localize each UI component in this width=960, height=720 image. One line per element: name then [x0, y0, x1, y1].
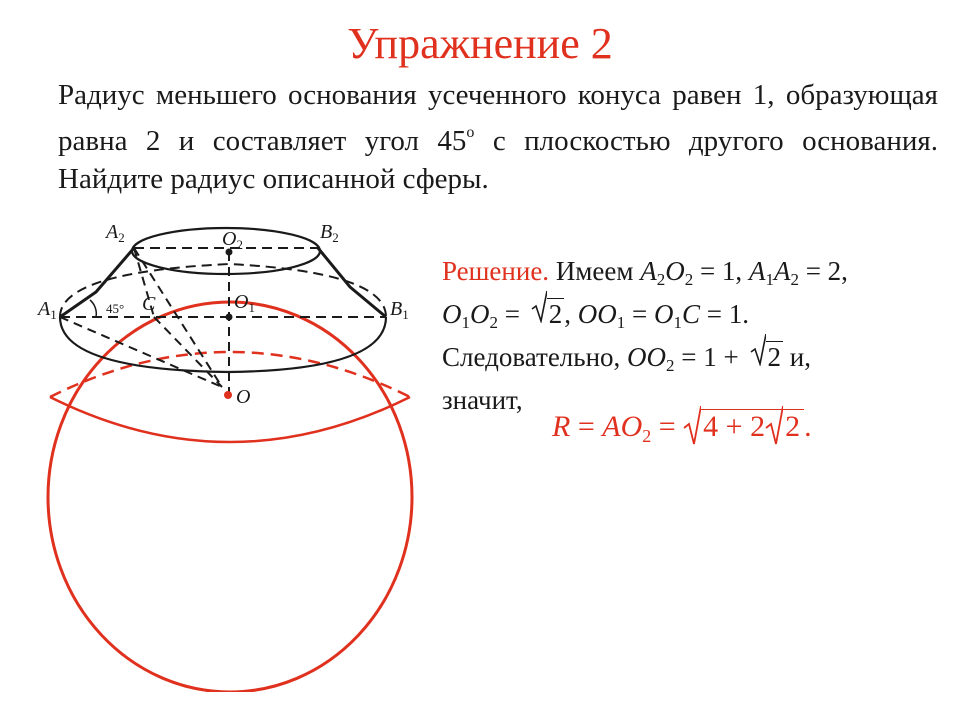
frustum-sphere-diagram [30, 212, 430, 692]
label-o1: $O_1$ [234, 291, 255, 315]
label-a2: $A_2$ [106, 221, 125, 245]
degree-mark: o [466, 124, 475, 141]
point-o [224, 391, 232, 399]
point-o1 [226, 314, 233, 321]
answer-formula: $R = AO_2$ = 4 + 2 2 . [552, 410, 812, 444]
outer-sqrt: 4 + 2 2 [683, 410, 804, 444]
label-o2: $O_2$ [222, 228, 243, 252]
inner-sqrt: 2 [765, 410, 802, 444]
solution-line-2: $O_1O_2$ = 2, $OO_1 = O_1C = 1$. [442, 293, 942, 336]
solution-line-3: Следовательно, $OO_2 = 1$ + 2 и, [442, 336, 942, 379]
slide-title: Упражнение 2 [347, 19, 613, 68]
label-b1: $B_1$ [390, 298, 409, 322]
label-a1: $A_1$ [38, 298, 57, 322]
solution-line-4: значит, [442, 385, 523, 415]
solution-block [442, 250, 942, 422]
sqrt-two-1: 2 [531, 293, 565, 336]
angle-arc [90, 300, 96, 317]
solution-label: Решение. [442, 256, 550, 286]
lower-base-front [60, 317, 386, 372]
label-c: C [142, 293, 156, 315]
solution-line-1: Решение. Имеем $A_2O_2 = 1$, $A_1A_2 = 2$, [442, 256, 848, 289]
segment-c-o [154, 317, 222, 387]
problem-statement [58, 76, 938, 198]
label-o: O [236, 386, 251, 408]
label-angle: 45° [106, 301, 125, 316]
problem-text-part1: Радиус меньшего основания усеченного конуса равен 1, образующая равна 2 и составляет угол 45 [58, 79, 938, 157]
sphere-equator-front [50, 397, 410, 442]
sqrt-two-2: 2 [750, 336, 784, 379]
label-b2: $B_2$ [320, 221, 339, 245]
problem-text-part2: с плоскостью другого основания. Найдите радиус описанной сферы. [58, 125, 938, 195]
